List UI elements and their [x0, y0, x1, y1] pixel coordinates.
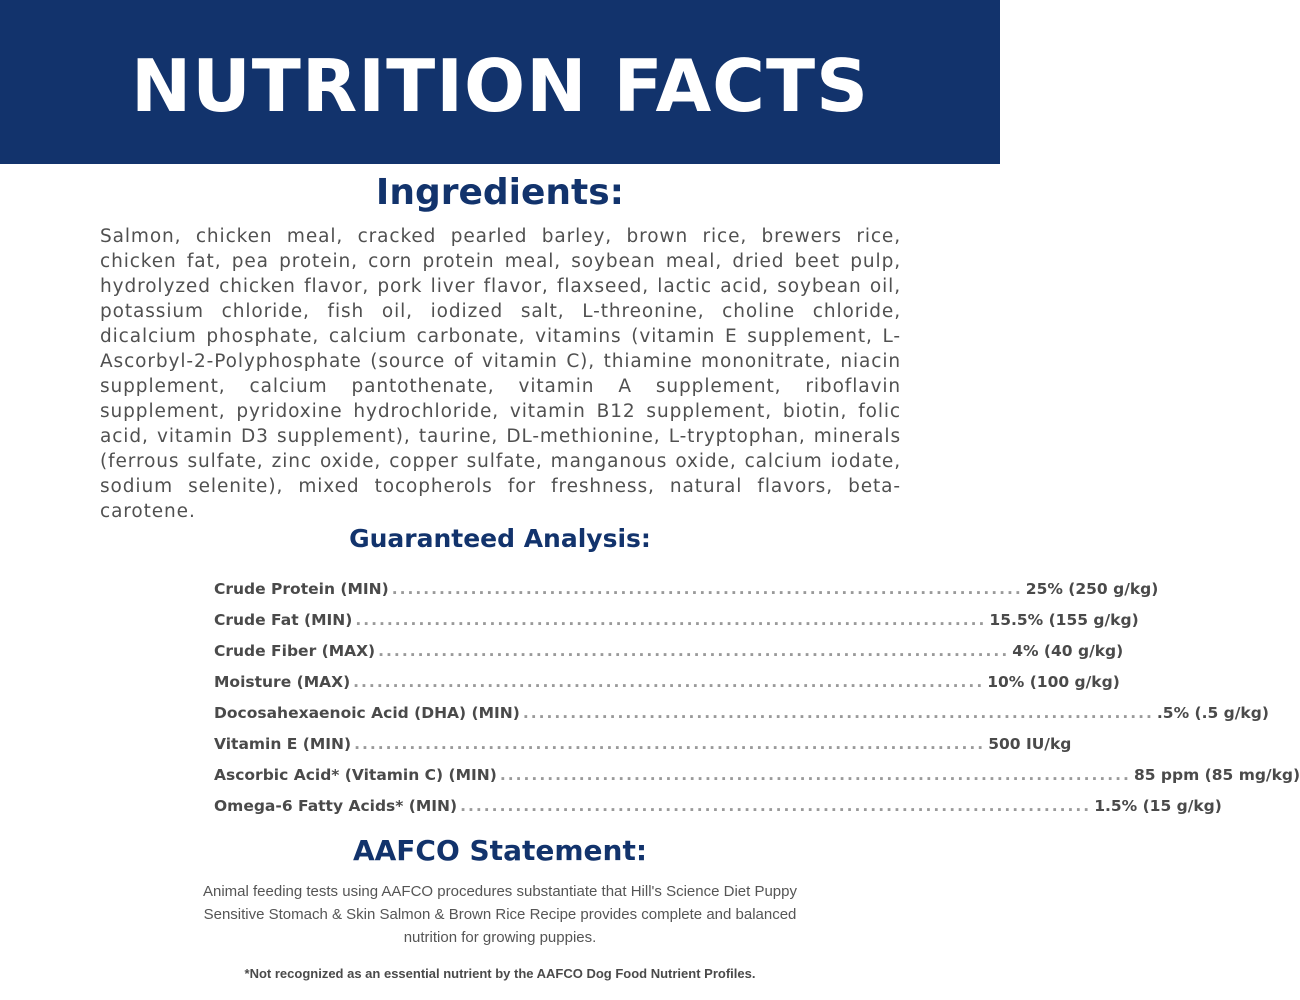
analysis-row-value: .5% (.5 g/kg) [1156, 704, 1269, 722]
analysis-row-value: 500 IU/kg [988, 735, 1072, 753]
analysis-row-value: 4% (40 g/kg) [1012, 642, 1124, 660]
dot-leader: ................................................................................ [378, 642, 1010, 660]
analysis-row-name: Vitamin E (MIN) [214, 735, 352, 753]
analysis-row [214, 576, 1159, 607]
analysis-row-value: 1.5% (15 g/kg) [1094, 797, 1222, 815]
analysis-row [214, 793, 1222, 824]
analysis-row [214, 700, 1269, 731]
analysis-row [214, 669, 1120, 700]
header-banner [0, 0, 1000, 164]
analysis-row-value: 85 ppm (85 mg/kg) [1133, 766, 1300, 784]
analysis-row [214, 762, 1300, 793]
guaranteed-analysis-heading: Guaranteed Analysis: [349, 524, 651, 553]
analysis-row-name: Crude Fiber (MAX) [214, 642, 376, 660]
dot-leader: ................................................................................ [460, 797, 1092, 815]
analysis-row [214, 731, 1072, 762]
analysis-row-value: 25% (250 g/kg) [1025, 580, 1159, 598]
aafco-statement-text: Animal feeding tests using AAFCO procedures substantiate that Hill's Science Diet Puppy Sensitive Stomach & Skin Salmon & Brown Rice Recipe provides complete and balanced nutrition for growing puppies. [202, 883, 797, 946]
analysis-row-name: Moisture (MAX) [214, 673, 351, 691]
ingredients-heading: Ingredients: [375, 172, 625, 213]
ingredients-text: Salmon, chicken meal, cracked pearled barley, brown rice, brewers rice, chicken fat, pea protein, corn protein meal, soybean meal, dried beet pulp, hydrolyzed chicken flavor, pork liver flavor, flaxseed, lactic acid, soybean oil, potassium chloride, fish oil, iodized salt, L-threonine, choline chloride, dicalcium phosphate, calcium carbonate, vitamins (vitamin E supplement, L-Ascorbyl-2-Polyphosphate (source of vitamin C), thiamine mononitrate, niacin supplement, calcium pantothenate, vitamin A supplement, riboflavin supplement, pyridoxine hydrochloride, vitamin B12 supplement, biotin, folic acid, vitamin D3 supplement), taurine, DL-methionine, L-tryptophan, minerals (ferrous sulfate, zinc oxide, copper sulfate, manganous oxide, calcium iodate, sodium selenite), mixed tocopherols for freshness, natural flavors, beta-carotene. [100, 226, 901, 522]
guaranteed-analysis-table [214, 576, 1300, 824]
dot-leader: ................................................................................ [354, 735, 986, 753]
page-title: NUTRITION FACTS [131, 44, 869, 128]
analysis-row [214, 638, 1124, 669]
analysis-row-name: Docosahexaenoic Acid (DHA) (MIN) [214, 704, 520, 722]
dot-leader: ................................................................................ [353, 673, 985, 691]
dot-leader: ................................................................................ [522, 704, 1154, 722]
footnote: *Not recognized as an essential nutrient by the AAFCO Dog Food Nutrient Profiles. [244, 966, 756, 981]
analysis-row [214, 607, 1139, 638]
analysis-row-value: 10% (100 g/kg) [987, 673, 1120, 691]
dot-leader: ................................................................................ [391, 580, 1023, 598]
dot-leader: ................................................................................ [355, 611, 987, 629]
analysis-row-name: Crude Fat (MIN) [214, 611, 353, 629]
analysis-row-name: Ascorbic Acid* (Vitamin C) (MIN) [214, 766, 497, 784]
dot-leader: ................................................................................ [499, 766, 1131, 784]
aafco-heading: AAFCO Statement: [352, 834, 648, 867]
analysis-row-value: 15.5% (155 g/kg) [989, 611, 1139, 629]
analysis-row-name: Omega-6 Fatty Acids* (MIN) [214, 797, 458, 815]
analysis-row-name: Crude Protein (MIN) [214, 580, 389, 598]
